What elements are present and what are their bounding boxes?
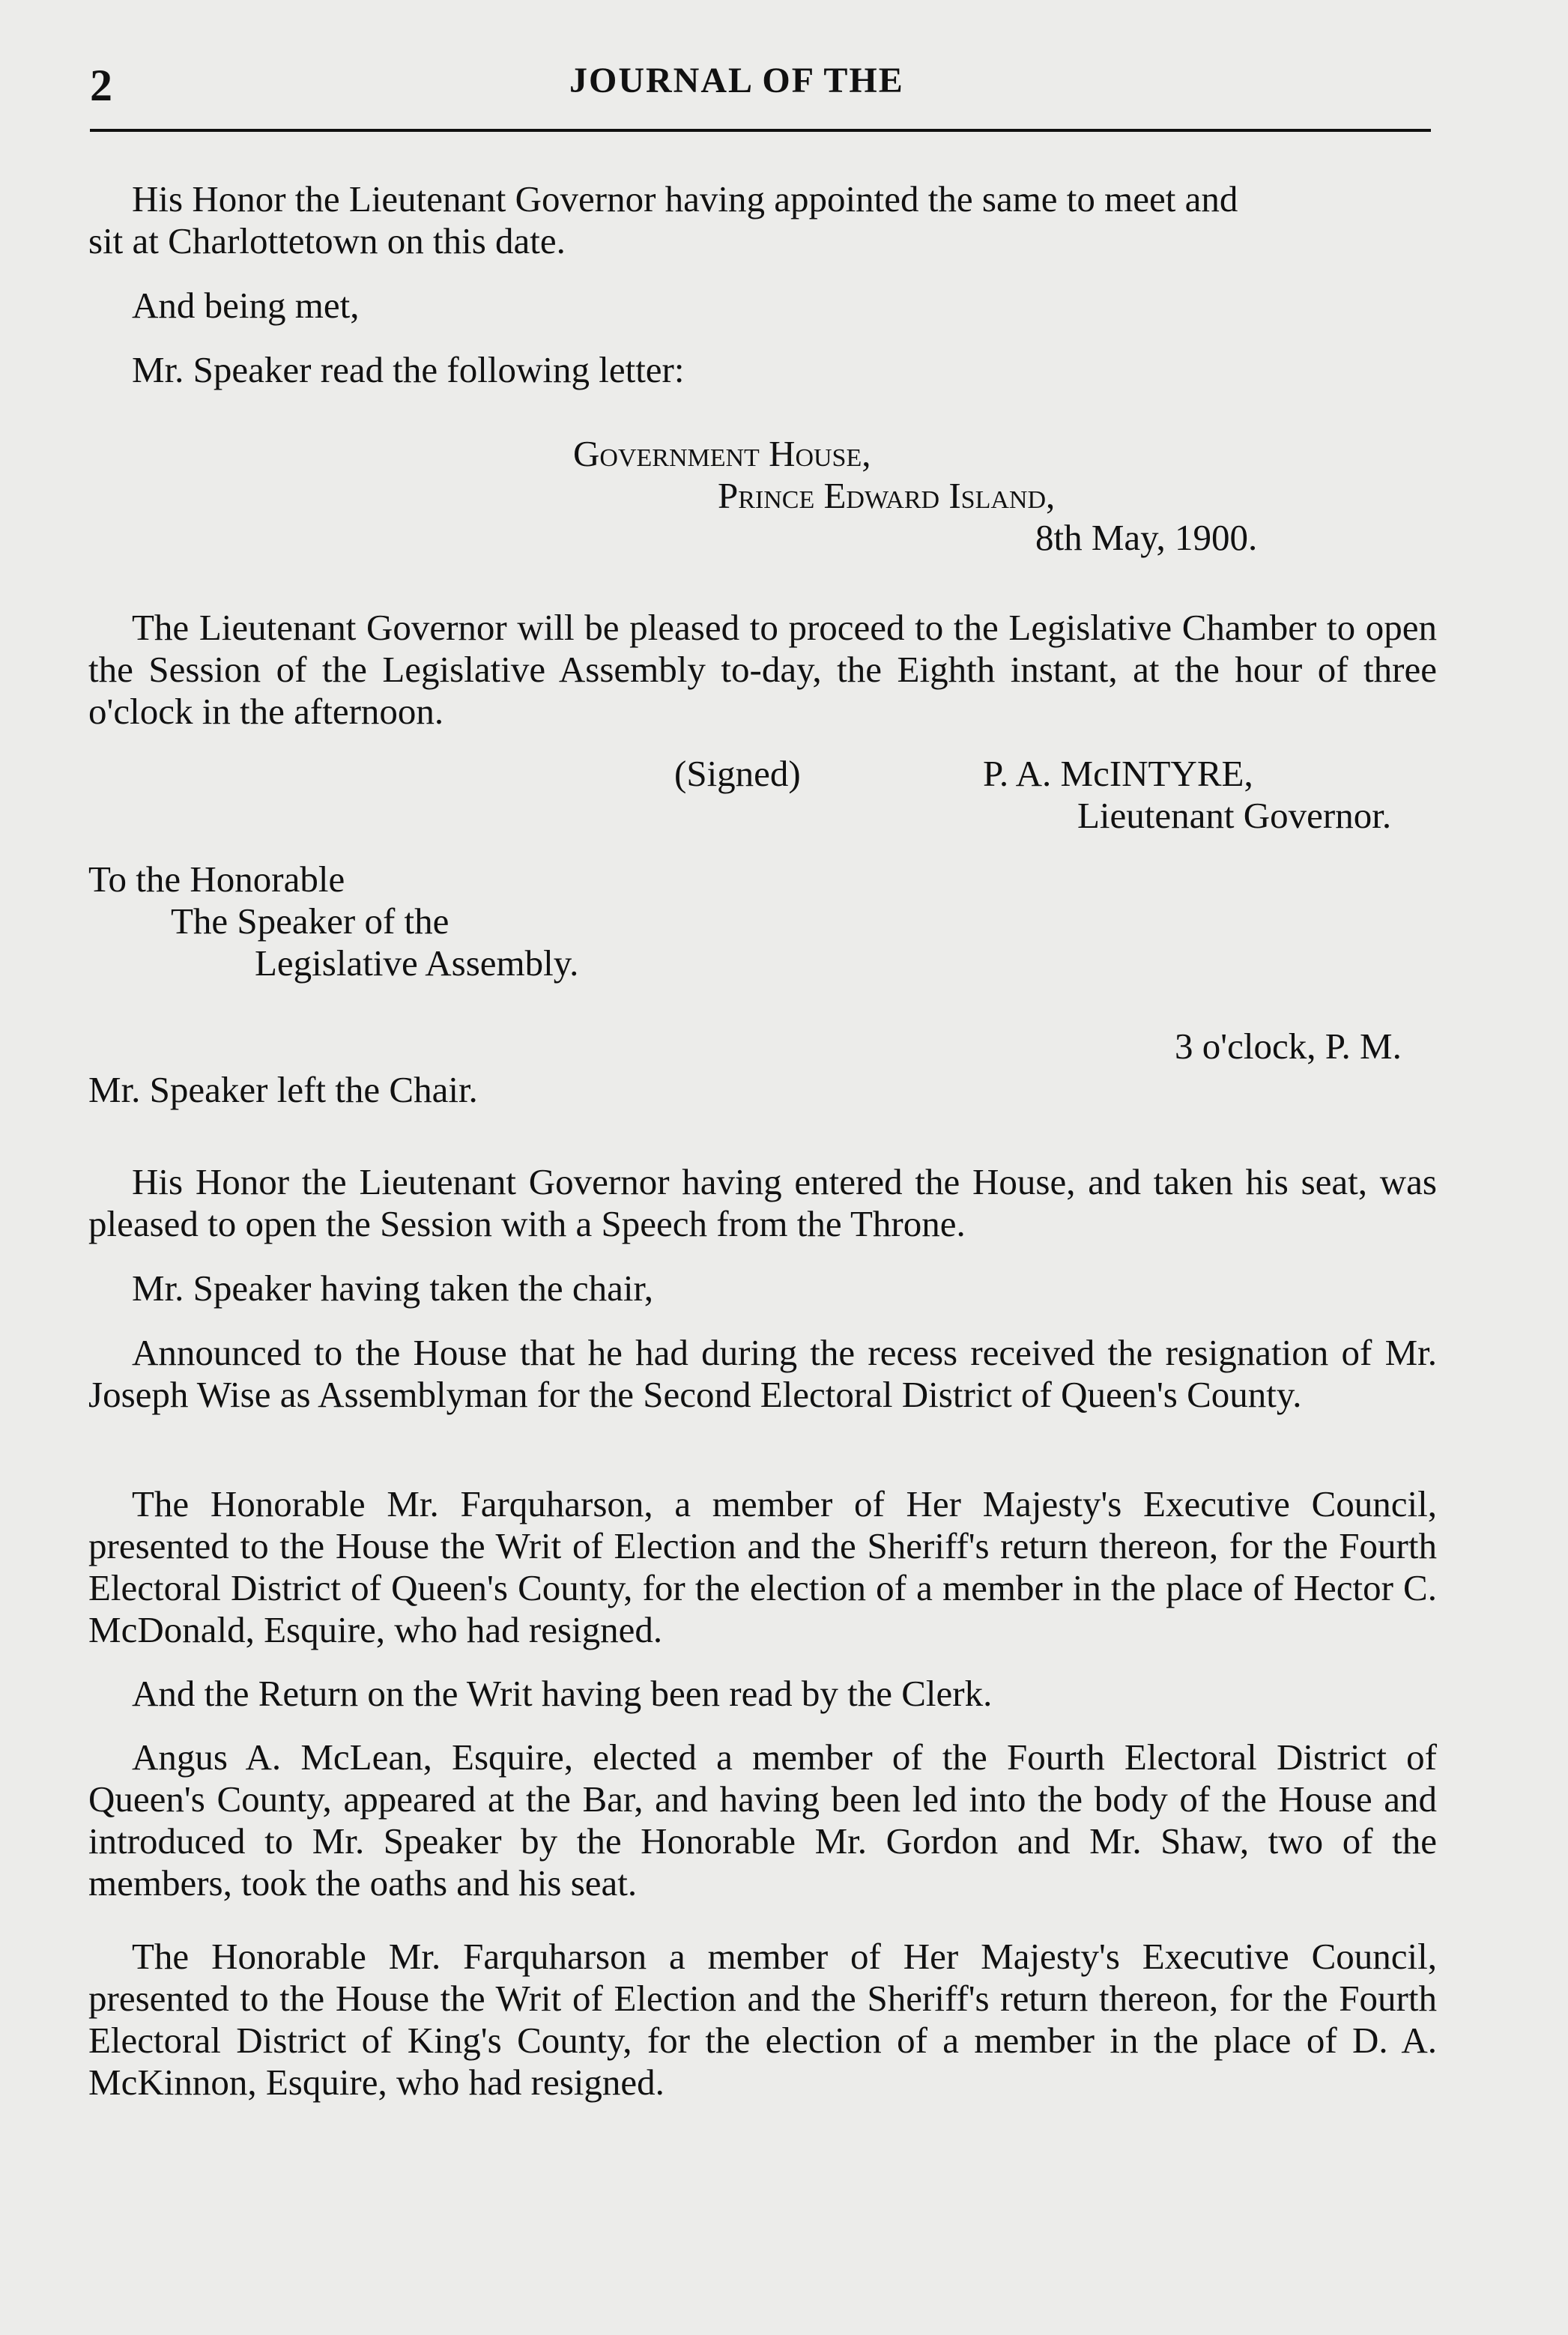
signatory-title: Lieutenant Governor. — [1077, 795, 1392, 836]
session-time: 3 o'clock, P. M. — [1175, 1026, 1402, 1067]
letter-date: 8th May, 1900. — [1035, 517, 1258, 558]
being-met: And being met, — [132, 285, 360, 326]
header-rule — [90, 129, 1431, 132]
intro-line-1: His Honor the Lieutenant Governor having appointed the same to meet and — [132, 178, 1238, 219]
letter-body: The Lieutenant Governor will be pleased to proceed to the Legislative Chamber to open the Session of the Legislative Assembly to-day, the Eighth instant, at the hour of three o'clock in the afternoon. — [88, 607, 1437, 732]
page-header — [90, 52, 1431, 135]
speaker-took-chair: Mr. Speaker having taken the chair, — [132, 1268, 654, 1309]
speaker-read-letter: Mr. Speaker read the following letter: — [132, 349, 685, 390]
throne-speech-paragraph: His Honor the Lieutenant Governor having entered the House, and taken his seat, was pleased to open the Session with a Speech from the Throne. — [88, 1161, 1437, 1244]
addressee-line-3: Legislative Assembly. — [255, 942, 579, 984]
addressee-line-2: The Speaker of the — [171, 900, 449, 942]
letter-address-line-2: Prince Edward Island, — [718, 475, 1056, 516]
addressee-line-1: To the Honorable — [88, 858, 345, 900]
journal-title: JOURNAL OF THE — [569, 61, 904, 100]
page-number: 2 — [90, 61, 112, 110]
writ-queens-county: The Honorable Mr. Farquharson, a member of Her Majesty's Executive Council, presented to the House the Writ of Election and the Sheriff's return thereon, for the Fourth Electoral District of Queen's County, for the election of a member in the place of Hector C. McDonald, Esquire, who had resigned. — [88, 1483, 1437, 1650]
signatory-name: P. A. McINTYRE, — [983, 753, 1253, 794]
intro-line-2: sit at Charlottetown on this date. — [88, 220, 566, 261]
signed-label: (Signed) — [674, 753, 801, 794]
return-read-by-clerk: And the Return on the Writ having been read by the Clerk. — [132, 1673, 993, 1714]
letter-address-line-1: Government House, — [573, 433, 871, 474]
writ-kings-county: The Honorable Mr. Farquharson a member of Her Majesty's Executive Council, presented to the House the Writ of Election and the Sheriff's return thereon, for the Fourth Electoral District of King's County, for the election of a member in the place of D. A. McKinnon, Esquire, who had resigned. — [88, 1936, 1437, 2103]
mclean-sworn-in: Angus A. McLean, Esquire, elected a member of the Fourth Electoral District of Queen's County, appeared at the Bar, and having been led into the body of the House and introduced to Mr. Speaker by the Honorable Mr. Gordon and Mr. Shaw, two of the members, took the oaths and his seat. — [88, 1736, 1437, 1904]
resignation-announcement: Announced to the House that he had during the recess received the resignation of Mr. Joseph Wise as Assemblyman for the Second Electoral District of Queen's County. — [88, 1332, 1437, 1415]
speaker-left-chair: Mr. Speaker left the Chair. — [88, 1069, 478, 1110]
